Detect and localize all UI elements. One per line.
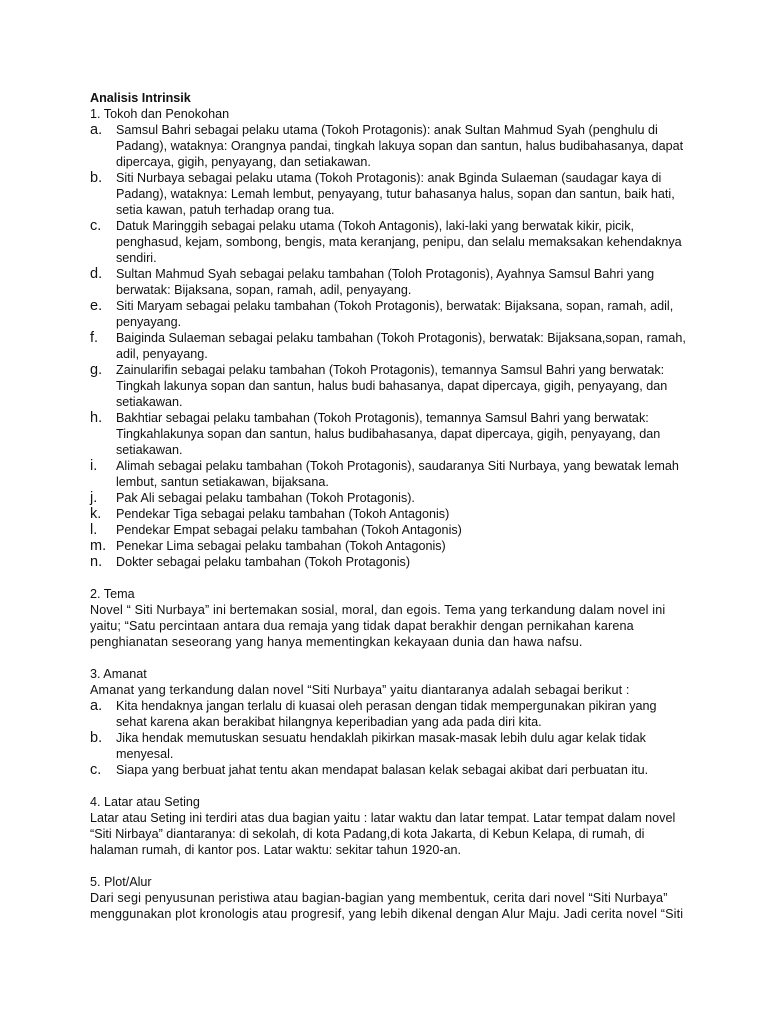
- list-item: [90, 522, 690, 538]
- list-item-text: Siti Nurbaya sebagai pelaku utama (Tokoh Protagonis): anak Bginda Sulaeman (saudagar kaya di Padang), wataknya: Lemah lembut, penyayang, tutur bahasanya halus, sopan dan santun, baik hati, setia kawan, patuh terhadap orang tua.: [116, 171, 675, 217]
- list-item: [90, 266, 690, 298]
- list-marker: k.: [90, 506, 102, 522]
- list-marker: b.: [90, 170, 103, 186]
- list-item: [90, 538, 690, 554]
- list-item: [90, 506, 690, 522]
- section-1-list: [90, 122, 690, 570]
- spacer: [90, 778, 690, 794]
- list-item-text: Dokter sebagai pelaku tambahan (Tokoh Protagonis): [116, 555, 411, 569]
- list-item: [90, 362, 690, 410]
- section-2-body: Novel “ Siti Nurbaya” ini bertemakan sosial, moral, dan egois. Tema yang terkandung dalam novel ini yaitu; “Satu percintaan antara dua remaja yang tidak dapat berakhir dengan pernikahan karena penghianatan seseorang yang hanya mementingkan kekayaan dunia dan hawa nafsu.: [90, 603, 666, 649]
- list-marker: a.: [90, 122, 103, 138]
- section-5-body: Dari segi penyusunan peristiwa atau bagian-bagian yang membentuk, cerita dari novel “Siti Nurbaya” menggunakan plot kronologis atau progresif, yang lebih dikenal dengan Alur Maju. Jadi cerita novel “Siti: [90, 891, 684, 921]
- list-item-text: Penekar Lima sebagai pelaku tambahan (Tokoh Antagonis): [116, 539, 446, 553]
- list-item: [90, 218, 690, 266]
- document-page: [90, 90, 690, 922]
- list-item-text: Pendekar Tiga sebagai pelaku tambahan (Tokoh Antagonis): [116, 507, 450, 521]
- list-item-text: Siti Maryam sebagai pelaku tambahan (Tokoh Protagonis), berwatak: Bijaksana, sopan, ramah, adil, penyayang.: [116, 299, 674, 329]
- section-5-heading: 5. Plot/Alur: [90, 875, 152, 889]
- section-3-intro: Amanat yang terkandung dalan novel “Siti Nurbaya” yaitu diantaranya adalah sebagai berikut :: [90, 683, 630, 697]
- list-marker: g.: [90, 362, 103, 378]
- list-marker: c.: [90, 218, 102, 234]
- list-item: [90, 730, 690, 762]
- list-item: [90, 330, 690, 362]
- list-item: [90, 298, 690, 330]
- list-item-text: Zainularifin sebagai pelaku tambahan (Tokoh Protagonis), temannya Samsul Bahri yang berwatak: Tingkah lakunya sopan dan santun, halus budi bahasanya, dapat dipercaya, gigih, penyayang, dan setiakawan.: [116, 363, 668, 409]
- list-item: [90, 554, 690, 570]
- list-item-text: Bakhtiar sebagai pelaku tambahan (Tokoh Protagonis), temannya Samsul Bahri yang berwatak: Tingkahlakunya sopan dan santun, halus budibahasanya, dapat dipercaya, gigih, penyayang, dan setiakawan.: [116, 411, 661, 457]
- list-marker: b.: [90, 730, 103, 746]
- list-item-text: Kita hendaknya jangan terlalu di kuasai oleh perasan dengan tidak mempergunakan pikiran yang sehat karena akan berakibat hilangnya keperibadian yang ada pada diri kita.: [116, 699, 657, 729]
- list-item-text: Baiginda Sulaeman sebagai pelaku tambahan (Tokoh Protagonis), berwatak: Bijaksana,sopan, ramah, adil, penyayang.: [116, 331, 686, 361]
- section-4-body: Latar atau Seting ini terdiri atas dua bagian yaitu : latar waktu dan latar tempat. Latar tempat dalam novel “Siti Nirbaya” diantaranya: di sekolah, di kota Padang,di kota Jakarta, di Kebun Kelapa, di rumah, di halaman rumah, di kantor pos. Latar waktu: sekitar tahun 1920-an.: [90, 811, 676, 857]
- list-item: [90, 410, 690, 458]
- spacer: [90, 650, 690, 666]
- document-title: Analisis Intrinsik: [90, 91, 191, 105]
- section-2-heading: 2. Tema: [90, 587, 135, 601]
- list-marker: n.: [90, 554, 103, 570]
- list-marker: m.: [90, 538, 107, 554]
- list-item: [90, 698, 690, 730]
- list-item: [90, 458, 690, 490]
- list-item: [90, 170, 690, 218]
- list-item-text: Alimah sebagai pelaku tambahan (Tokoh Protagonis), saudaranya Siti Nurbaya, yang bewatak lemah lembut, santun setiakawan, bijaksana.: [116, 459, 679, 489]
- list-marker: a.: [90, 698, 103, 714]
- list-item: [90, 762, 690, 778]
- list-item-text: Siapa yang berbuat jahat tentu akan mendapat balasan kelak sebagai akibat dari perbuatan itu.: [116, 763, 649, 777]
- list-item-text: Pendekar Empat sebagai pelaku tambahan (Tokoh Antagonis): [116, 523, 462, 537]
- list-marker: d.: [90, 266, 103, 282]
- section-1-heading: 1. Tokoh dan Penokohan: [90, 107, 230, 121]
- list-item-text: Sultan Mahmud Syah sebagai pelaku tambahan (Toloh Protagonis), Ayahnya Samsul Bahri yang berwatak: Bijaksana, sopan, ramah, adil, penyayang.: [116, 267, 655, 297]
- list-item-text: Datuk Maringgih sebagai pelaku utama (Tokoh Antagonis), laki-laki yang berwatak kikir, picik, penghasud, kejam, sombong, bengis, mata keranjang, penipu, dan selalu memaksakan kehendaknya sendiri.: [116, 219, 682, 265]
- section-3-list: [90, 698, 690, 778]
- spacer: [90, 570, 690, 586]
- list-marker: c.: [90, 762, 102, 778]
- list-item-text: Pak Ali sebagai pelaku tambahan (Tokoh Protagonis).: [116, 491, 415, 505]
- list-marker: e.: [90, 298, 103, 314]
- list-item: [90, 490, 690, 506]
- list-marker: j.: [90, 490, 98, 506]
- list-marker: i.: [90, 458, 98, 474]
- list-item-text: Jika hendak memutuskan sesuatu hendaklah pikirkan masak-masak lebih dulu agar kelak tidak menyesal.: [116, 731, 646, 761]
- list-item-text: Samsul Bahri sebagai pelaku utama (Tokoh Protagonis): anak Sultan Mahmud Syah (penghulu di Padang), wataknya: Orangnya pandai, tingkah lakuya sopan dan santun, halus budibahasanya, dapat dipercaya, gigih, penyayang, dan setiakawan.: [116, 123, 684, 169]
- section-3-heading: 3. Amanat: [90, 667, 147, 681]
- list-item: [90, 122, 690, 170]
- list-marker: h.: [90, 410, 103, 426]
- spacer: [90, 858, 690, 874]
- section-4-heading: 4. Latar atau Seting: [90, 795, 200, 809]
- list-marker: l.: [90, 522, 98, 538]
- list-marker: f.: [90, 330, 99, 346]
